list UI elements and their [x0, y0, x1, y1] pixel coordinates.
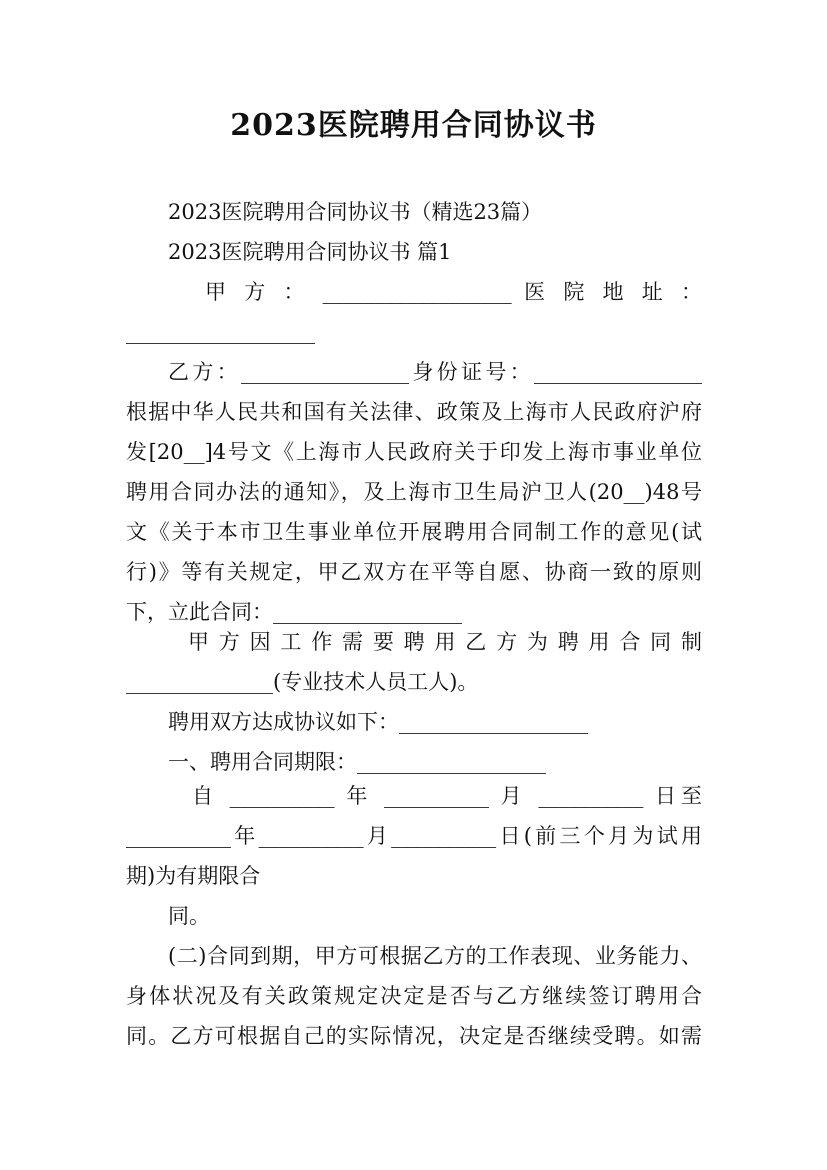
paragraph-line: 甲方因工作需要聘用乙方为聘用合同制 [188, 630, 702, 654]
address-blank-line: __________________ [126, 320, 315, 344]
date-range-line: __________年__________月__________日(前三个月为试用 [126, 824, 702, 848]
paragraph-line: 身体状况及有关政策规定决定是否与乙方继续签订聘用合 [126, 984, 702, 1008]
party-b-line: 乙方：________________身份证号：________________ [168, 360, 702, 384]
paragraph-line: 文《关于本市卫生事业单位开展聘用合同制工作的意见(试 [126, 520, 702, 544]
paragraph-line: 行)》等有关规定，甲乙双方在平等自愿、协商一致的原则 [126, 560, 702, 584]
agreement-line: 聘用双方达成协议如下：__________________ [168, 710, 588, 734]
paragraph-line: 发[20__]4号文《上海市人民政府关于印发上海市事业单位 [126, 440, 702, 464]
section-heading: 2023医院聘用合同协议书 篇1 [168, 240, 452, 264]
subtitle-line: 2023医院聘用合同协议书（精选23篇） [168, 200, 543, 224]
paragraph-line: 期)为有期限合 [126, 864, 261, 888]
paragraph-line: 聘用合同办法的通知》，及上海市卫生局沪卫人(20__)48号 [126, 480, 702, 504]
date-range-line: 自 __________ 年 __________ 月 __________ 日至 [192, 784, 702, 808]
paragraph-line: (二)合同到期，甲方可根据乙方的工作表现、业务能力、 [168, 944, 702, 968]
paragraph-line: 下，立此合同：__________________ [126, 600, 462, 624]
term-heading: 一、聘用合同期限：__________________ [168, 750, 546, 774]
paragraph-line: ______________(专业技术人员工人)。 [126, 670, 479, 694]
document-title: 2023医院聘用合同协议书 [230, 108, 597, 143]
paragraph-line: 同。乙方可根据自己的实际情况，决定是否继续受聘。如需 [126, 1024, 702, 1048]
paragraph-line: 根据中华人民共和国有关法律、政策及上海市人民政府沪府 [126, 400, 702, 424]
party-a-line: 甲 方 ： __________________ 医 院 地 址 ： [205, 280, 702, 304]
paragraph-line: 同。 [168, 904, 210, 928]
